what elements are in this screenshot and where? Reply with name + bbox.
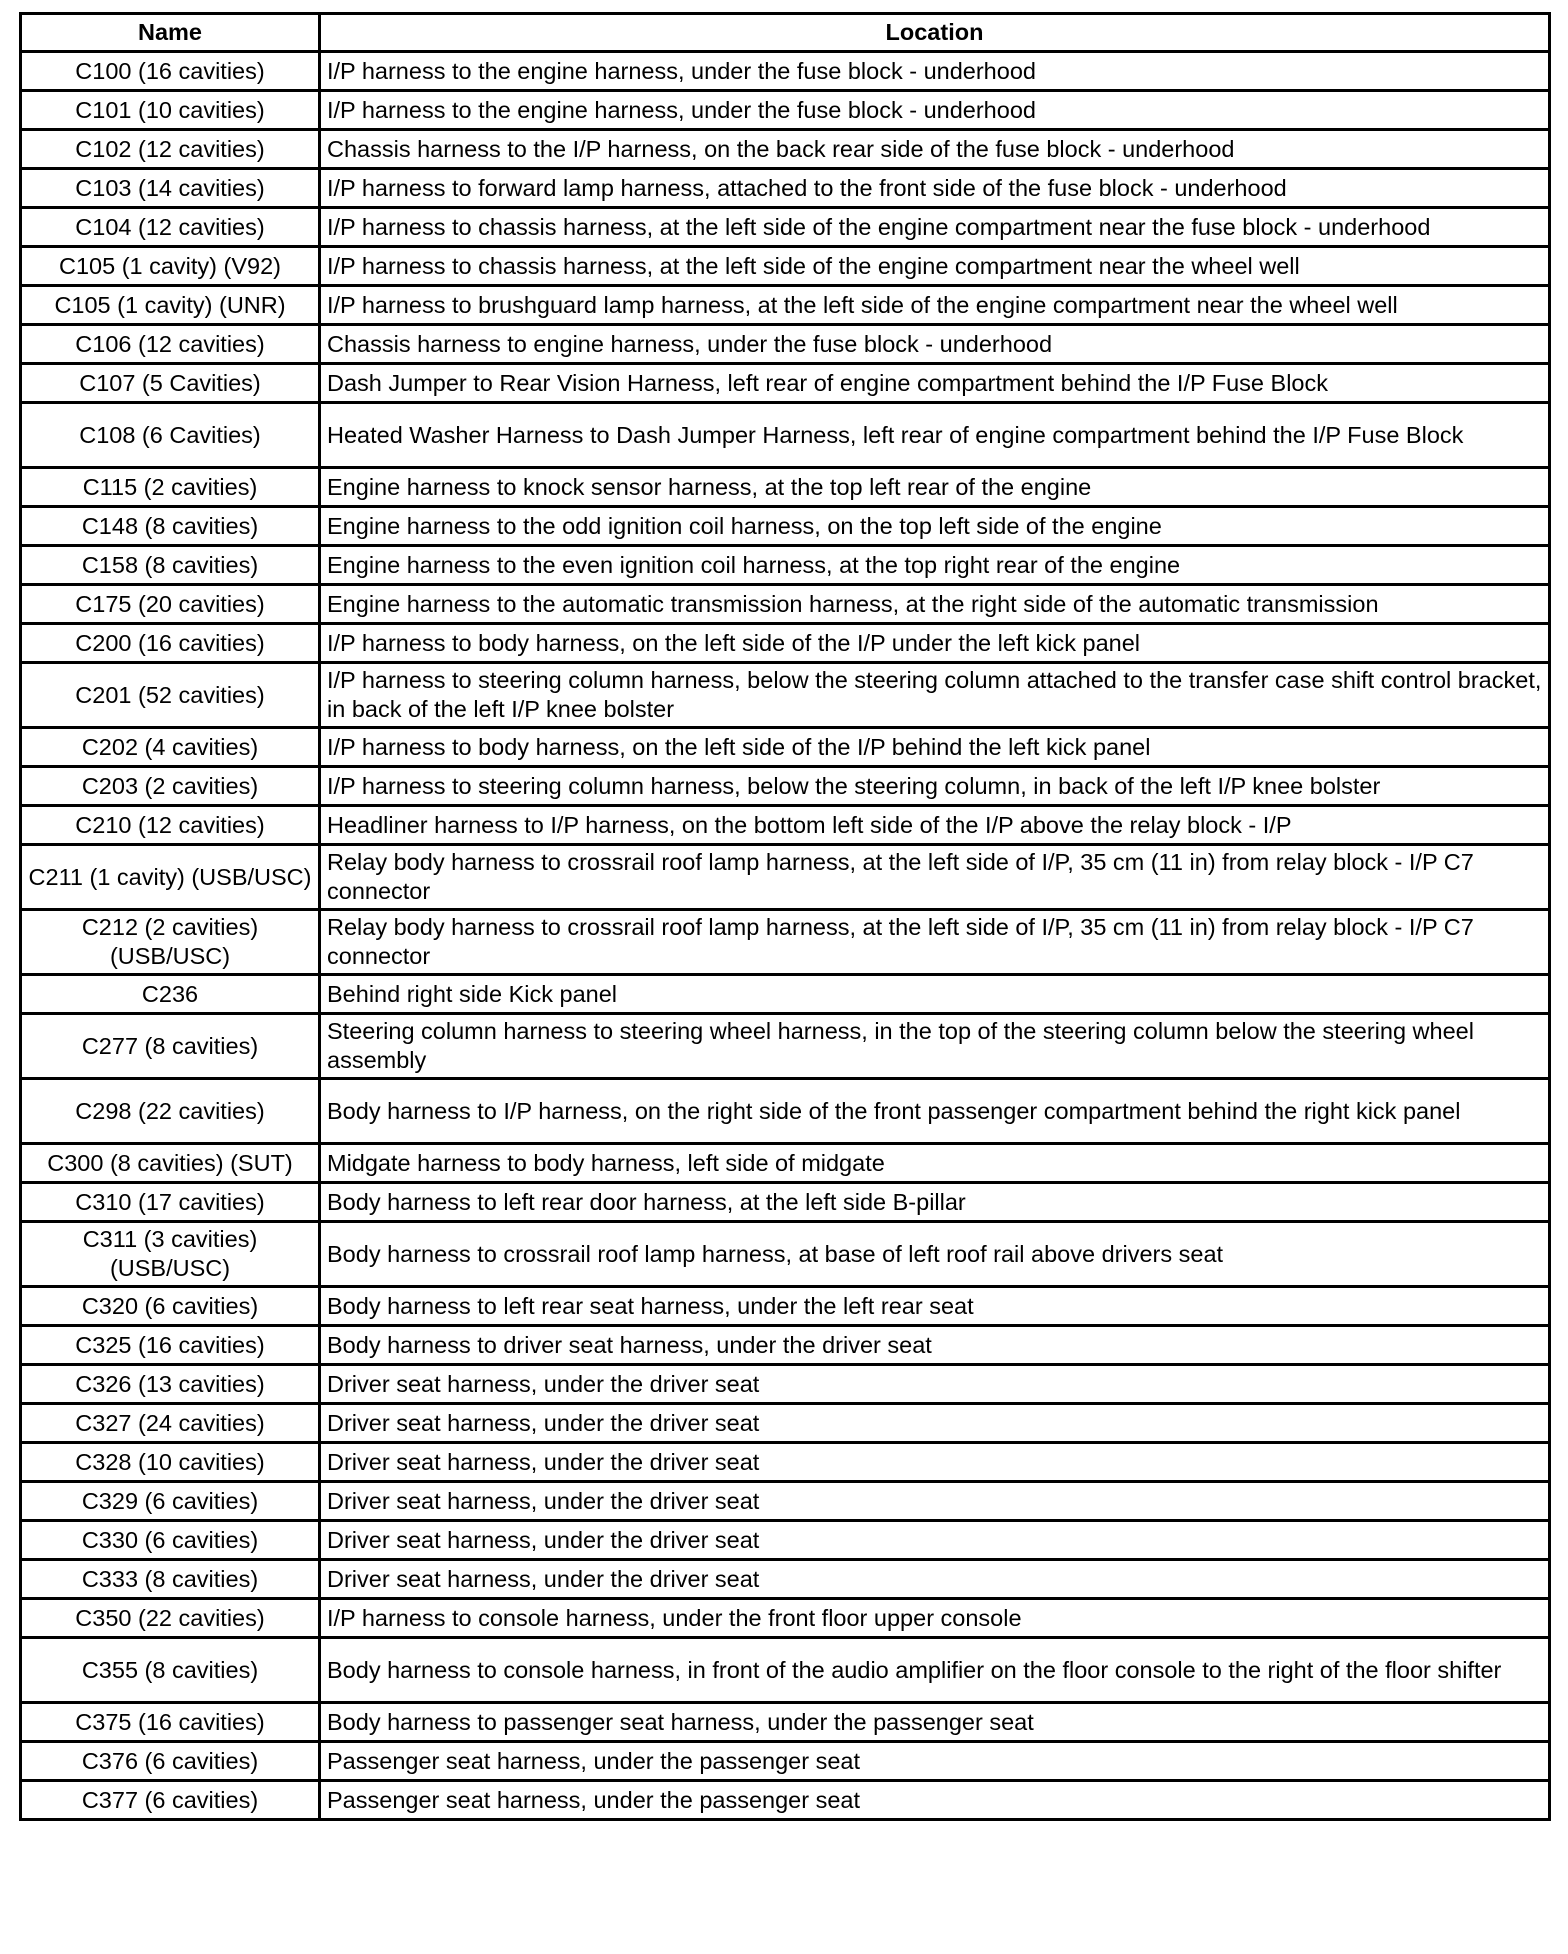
- connector-location-cell: Passenger seat harness, under the passenger seat: [320, 1742, 1550, 1781]
- table-row: [21, 1742, 1550, 1781]
- connector-location-cell: Body harness to left rear seat harness, under the left rear seat: [320, 1287, 1550, 1326]
- table-row: [21, 468, 1550, 507]
- connector-location-cell: Engine harness to the odd ignition coil harness, on the top left side of the engine: [320, 507, 1550, 546]
- connector-name-cell: C202 (4 cavities): [21, 728, 320, 767]
- connector-name-cell: C148 (8 cavities): [21, 507, 320, 546]
- table-row: [21, 1287, 1550, 1326]
- table-row: [21, 91, 1550, 130]
- table-row: [21, 767, 1550, 806]
- connector-name-cell: C298 (22 cavities): [21, 1079, 320, 1144]
- connector-location-cell: Body harness to passenger seat harness, under the passenger seat: [320, 1703, 1550, 1742]
- table-row: [21, 1222, 1550, 1287]
- connector-name-cell: C355 (8 cavities): [21, 1638, 320, 1703]
- connector-name-cell: C115 (2 cavities): [21, 468, 320, 507]
- table-row: [21, 130, 1550, 169]
- connector-location-cell: Heated Washer Harness to Dash Jumper Harness, left rear of engine compartment behind the I/P Fuse Block: [320, 403, 1550, 468]
- connector-location-cell: I/P harness to steering column harness, below the steering column attached to the transfer case shift control bracket, in back of the left I/P knee bolster: [320, 663, 1550, 728]
- table-row: [21, 910, 1550, 975]
- table-row: [21, 507, 1550, 546]
- table-row: [21, 1521, 1550, 1560]
- connector-location-cell: Relay body harness to crossrail roof lamp harness, at the left side of I/P, 35 cm (11 in) from relay block - I/P C7 connector: [320, 845, 1550, 910]
- connector-name-cell: C200 (16 cavities): [21, 624, 320, 663]
- connector-name-cell: C201 (52 cavities): [21, 663, 320, 728]
- connector-location-cell: Driver seat harness, under the driver seat: [320, 1482, 1550, 1521]
- table-row: [21, 546, 1550, 585]
- connector-location-cell: Steering column harness to steering wheel harness, in the top of the steering column below the steering wheel assembly: [320, 1014, 1550, 1079]
- location-column-header: Location: [320, 14, 1550, 52]
- table-row: [21, 845, 1550, 910]
- table-row: [21, 975, 1550, 1014]
- table-row: [21, 1560, 1550, 1599]
- connector-location-cell: Driver seat harness, under the driver seat: [320, 1404, 1550, 1443]
- table-row: [21, 1183, 1550, 1222]
- connector-name-cell: C102 (12 cavities): [21, 130, 320, 169]
- connector-name-cell: C310 (17 cavities): [21, 1183, 320, 1222]
- table-row: [21, 585, 1550, 624]
- connector-location-cell: Midgate harness to body harness, left side of midgate: [320, 1144, 1550, 1183]
- table-body: [21, 52, 1550, 1820]
- connector-location-cell: Headliner harness to I/P harness, on the bottom left side of the I/P above the relay block - I/P: [320, 806, 1550, 845]
- table-row: [21, 1781, 1550, 1820]
- table-row: [21, 624, 1550, 663]
- connector-name-cell: C327 (24 cavities): [21, 1404, 320, 1443]
- connector-name-cell: C325 (16 cavities): [21, 1326, 320, 1365]
- connector-name-cell: C212 (2 cavities) (USB/USC): [21, 910, 320, 975]
- connector-name-cell: C105 (1 cavity) (V92): [21, 247, 320, 286]
- table-row: [21, 806, 1550, 845]
- connector-name-cell: C326 (13 cavities): [21, 1365, 320, 1404]
- connector-location-cell: I/P harness to the engine harness, under the fuse block - underhood: [320, 91, 1550, 130]
- connector-name-cell: C375 (16 cavities): [21, 1703, 320, 1742]
- connector-name-cell: C328 (10 cavities): [21, 1443, 320, 1482]
- connector-name-cell: C158 (8 cavities): [21, 546, 320, 585]
- name-column-header: Name: [21, 14, 320, 52]
- connector-name-cell: C108 (6 Cavities): [21, 403, 320, 468]
- header-row: [21, 14, 1550, 52]
- connector-location-cell: I/P harness to steering column harness, below the steering column, in back of the left I/P knee bolster: [320, 767, 1550, 806]
- connector-location-cell: Dash Jumper to Rear Vision Harness, left rear of engine compartment behind the I/P Fuse Block: [320, 364, 1550, 403]
- table-row: [21, 1599, 1550, 1638]
- table-row: [21, 1482, 1550, 1521]
- connector-name-cell: C103 (14 cavities): [21, 169, 320, 208]
- table-row: [21, 325, 1550, 364]
- table-row: [21, 1638, 1550, 1703]
- connector-location-cell: Chassis harness to engine harness, under the fuse block - underhood: [320, 325, 1550, 364]
- connector-name-cell: C104 (12 cavities): [21, 208, 320, 247]
- table-row: [21, 1703, 1550, 1742]
- connector-location-cell: Behind right side Kick panel: [320, 975, 1550, 1014]
- table-row: [21, 208, 1550, 247]
- connector-name-cell: C377 (6 cavities): [21, 1781, 320, 1820]
- connector-name-cell: C329 (6 cavities): [21, 1482, 320, 1521]
- connector-location-cell: Engine harness to the even ignition coil harness, at the top right rear of the engine: [320, 546, 1550, 585]
- connector-location-cell: I/P harness to chassis harness, at the left side of the engine compartment near the fuse block - underhood: [320, 208, 1550, 247]
- connector-location-cell: Chassis harness to the I/P harness, on the back rear side of the fuse block - underhood: [320, 130, 1550, 169]
- table-row: [21, 286, 1550, 325]
- connector-location-cell: I/P harness to body harness, on the left side of the I/P under the left kick panel: [320, 624, 1550, 663]
- connector-name-cell: C300 (8 cavities) (SUT): [21, 1144, 320, 1183]
- table-row: [21, 663, 1550, 728]
- connector-location-cell: I/P harness to brushguard lamp harness, at the left side of the engine compartment near the wheel well: [320, 286, 1550, 325]
- table-row: [21, 1326, 1550, 1365]
- connector-name-cell: C350 (22 cavities): [21, 1599, 320, 1638]
- connector-location-cell: Body harness to console harness, in front of the audio amplifier on the floor console to the right of the floor shifter: [320, 1638, 1550, 1703]
- connector-name-cell: C101 (10 cavities): [21, 91, 320, 130]
- connector-name-cell: C210 (12 cavities): [21, 806, 320, 845]
- connector-location-cell: Relay body harness to crossrail roof lamp harness, at the left side of I/P, 35 cm (11 in) from relay block - I/P C7 connector: [320, 910, 1550, 975]
- table-row: [21, 403, 1550, 468]
- connector-location-cell: Engine harness to the automatic transmission harness, at the right side of the automatic transmission: [320, 585, 1550, 624]
- connector-name-cell: C100 (16 cavities): [21, 52, 320, 91]
- table-row: [21, 1404, 1550, 1443]
- connector-location-cell: Body harness to I/P harness, on the right side of the front passenger compartment behind the right kick panel: [320, 1079, 1550, 1144]
- connector-name-cell: C105 (1 cavity) (UNR): [21, 286, 320, 325]
- connector-name-cell: C333 (8 cavities): [21, 1560, 320, 1599]
- connector-name-cell: C320 (6 cavities): [21, 1287, 320, 1326]
- table-row: [21, 728, 1550, 767]
- connector-name-cell: C277 (8 cavities): [21, 1014, 320, 1079]
- table-row: [21, 1144, 1550, 1183]
- connector-location-cell: Driver seat harness, under the driver seat: [320, 1560, 1550, 1599]
- table-row: [21, 364, 1550, 403]
- table-row: [21, 1079, 1550, 1144]
- connector-location-cell: I/P harness to console harness, under the front floor upper console: [320, 1599, 1550, 1638]
- connector-location-cell: I/P harness to chassis harness, at the left side of the engine compartment near the wheel well: [320, 247, 1550, 286]
- connector-location-table: [19, 12, 1551, 1821]
- table-row: [21, 1443, 1550, 1482]
- table-row: [21, 1365, 1550, 1404]
- connector-name-cell: C106 (12 cavities): [21, 325, 320, 364]
- connector-location-cell: Body harness to crossrail roof lamp harness, at base of left roof rail above drivers seat: [320, 1222, 1550, 1287]
- connector-location-cell: Passenger seat harness, under the passenger seat: [320, 1781, 1550, 1820]
- connector-name-cell: C203 (2 cavities): [21, 767, 320, 806]
- connector-location-cell: I/P harness to forward lamp harness, attached to the front side of the fuse block - underhood: [320, 169, 1550, 208]
- connector-name-cell: C211 (1 cavity) (USB/USC): [21, 845, 320, 910]
- connector-location-cell: Body harness to left rear door harness, at the left side B-pillar: [320, 1183, 1550, 1222]
- table-row: [21, 247, 1550, 286]
- connector-name-cell: C376 (6 cavities): [21, 1742, 320, 1781]
- connector-location-cell: Driver seat harness, under the driver seat: [320, 1521, 1550, 1560]
- connector-location-cell: Driver seat harness, under the driver seat: [320, 1443, 1550, 1482]
- table-row: [21, 1014, 1550, 1079]
- connector-location-cell: Body harness to driver seat harness, under the driver seat: [320, 1326, 1550, 1365]
- connector-location-cell: Engine harness to knock sensor harness, at the top left rear of the engine: [320, 468, 1550, 507]
- connector-location-cell: Driver seat harness, under the driver seat: [320, 1365, 1550, 1404]
- connector-name-cell: C107 (5 Cavities): [21, 364, 320, 403]
- connector-name-cell: C311 (3 cavities) (USB/USC): [21, 1222, 320, 1287]
- connector-name-cell: C175 (20 cavities): [21, 585, 320, 624]
- table-row: [21, 52, 1550, 91]
- connector-name-cell: C236: [21, 975, 320, 1014]
- table-row: [21, 169, 1550, 208]
- connector-location-cell: I/P harness to body harness, on the left side of the I/P behind the left kick panel: [320, 728, 1550, 767]
- connector-name-cell: C330 (6 cavities): [21, 1521, 320, 1560]
- connector-location-cell: I/P harness to the engine harness, under the fuse block - underhood: [320, 52, 1550, 91]
